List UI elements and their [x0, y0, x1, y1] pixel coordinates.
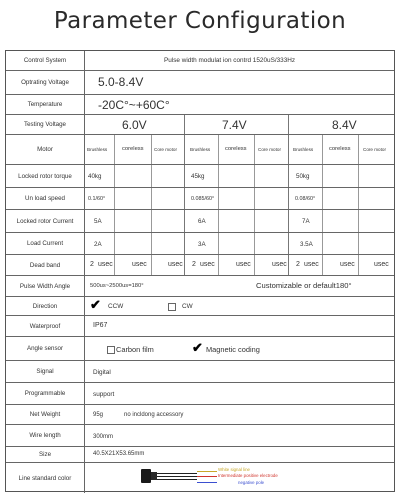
- locked-rotor-torque-label: Locked rotor torque: [6, 165, 85, 187]
- wire-length-label: Wire length: [6, 425, 85, 446]
- load-current-label: Load Current: [6, 233, 85, 254]
- locked-rotor-current-label: Locked rotor Current: [6, 210, 85, 232]
- motor-type-core-motor: Core motor: [154, 147, 177, 152]
- line-color-label: Line standard color: [6, 463, 85, 493]
- row-programmable: [6, 383, 394, 405]
- signal-value: Digital: [93, 369, 111, 376]
- testing-voltage-7v4: 7.4V: [222, 118, 247, 132]
- pulse-width-angle-note: Customizable or default180°: [256, 281, 352, 290]
- wire-negative-label: negative pole: [238, 480, 265, 485]
- torque-8v4: 50kg: [296, 173, 310, 180]
- connector-plug: [141, 469, 151, 483]
- row-operating-voltage: [6, 71, 394, 95]
- load-current-7v4: 3A: [198, 241, 206, 248]
- speed-6v: 0.1/60°: [88, 196, 106, 202]
- testing-voltage-6v: 6.0V: [122, 118, 147, 132]
- ccw-option-label: CCW: [108, 303, 124, 310]
- speed-7v4: 0.085/60°: [191, 196, 215, 202]
- locked-current-7v4: 6A: [198, 218, 206, 225]
- net-weight-value: 95g: [93, 412, 104, 418]
- pulse-width-angle-value: 500us~2500us=180°: [90, 283, 144, 289]
- temperature-value: -20C°~+60C°: [98, 98, 170, 112]
- row-angle-sensor: [6, 337, 394, 361]
- pulse-width-angle-label: Pulse Width Angle: [6, 276, 85, 296]
- motor-type-core-motor-3: Core motor: [363, 147, 386, 152]
- dead-band-8v4-unit-3: usec: [374, 261, 389, 268]
- cw-option-label: CW: [182, 303, 193, 310]
- locked-current-8v4: 7A: [302, 218, 310, 225]
- row-unload-speed: [6, 188, 394, 210]
- motor-type-brushless-3: Brushless: [293, 147, 314, 152]
- angle-sensor-label: Angle sensor: [6, 337, 85, 360]
- dead-band-7v4-value: 2: [192, 261, 196, 268]
- motor-type-coreless-2: coreless: [225, 146, 247, 152]
- programmable-label: Programmable: [6, 383, 85, 404]
- row-dead-band: [6, 255, 394, 276]
- motor-type-coreless-3: coreless: [329, 146, 351, 152]
- row-wire-length: [6, 425, 394, 447]
- dead-band-6v-value: 2: [90, 261, 94, 268]
- parameter-table: [5, 50, 395, 492]
- operating-voltage-label: Optrating Voltage: [6, 71, 85, 94]
- carbon-film-label: Carbon film: [116, 345, 154, 354]
- row-net-weight: [6, 405, 394, 425]
- dead-band-7v4-unit: usec: [200, 261, 215, 268]
- dead-band-6v-unit-3: usec: [168, 261, 183, 268]
- motor-type-core-motor-2: Core motor: [258, 147, 281, 152]
- signal-label: Signal: [6, 361, 85, 382]
- row-line-standard-color: [6, 463, 394, 493]
- net-weight-note: no incldong accessory: [124, 412, 184, 418]
- magnetic-coding-label: Magnetic coding: [206, 345, 260, 354]
- dead-band-6v-unit-2: usec: [132, 261, 147, 268]
- row-locked-rotor-torque: [6, 165, 394, 188]
- dead-band-7v4-unit-3: usec: [272, 261, 287, 268]
- dead-band-8v4-value: 2: [296, 261, 300, 268]
- dead-band-label: Dead band: [6, 255, 85, 275]
- row-load-current: [6, 233, 394, 255]
- net-weight-label: Net Weight: [6, 405, 85, 424]
- direction-label: Direction: [6, 297, 85, 315]
- wire-length-value: 300mm: [93, 434, 114, 440]
- carbon-film-checkbox[interactable]: [107, 346, 115, 354]
- control-system-label: Control System: [6, 51, 85, 70]
- motor-type-brushless: Brushless: [87, 147, 108, 152]
- speed-8v4: 0.08/60°: [295, 196, 316, 202]
- dead-band-8v4-unit-2: usec: [340, 261, 355, 268]
- torque-6v: 40kg: [88, 173, 102, 180]
- motor-grid: [84, 135, 394, 164]
- row-size: [6, 447, 394, 463]
- unload-speed-label: Un load speed: [6, 188, 85, 209]
- dead-band-7v4-unit-2: usec: [236, 261, 251, 268]
- dead-band-6v-unit: usec: [98, 261, 113, 268]
- row-locked-rotor-current: [6, 210, 394, 233]
- row-direction: [6, 297, 394, 316]
- programmable-value: support: [93, 391, 115, 398]
- testing-voltage-8v4: 8.4V: [332, 118, 357, 132]
- row-testing-voltage: [6, 115, 394, 135]
- row-signal: [6, 361, 394, 383]
- temperature-label: Temperature: [6, 95, 85, 114]
- wire-signal-label: White signal line: [218, 467, 250, 472]
- waterproof-label: Waterproof: [6, 316, 85, 336]
- motor-label: Motor: [6, 135, 85, 164]
- size-value: 40.5X21X53.65mm: [93, 451, 145, 457]
- load-current-6v: 2A: [94, 241, 102, 248]
- row-control-system: [6, 51, 394, 71]
- cw-checkbox[interactable]: [168, 303, 176, 311]
- waterproof-value: IP67: [93, 322, 108, 329]
- row-pulse-width-angle: [6, 276, 394, 297]
- row-temperature: [6, 95, 394, 115]
- load-current-8v4: 3.5A: [300, 241, 313, 248]
- dead-band-8v4-unit: usec: [304, 261, 319, 268]
- row-motor: [6, 135, 394, 165]
- wire-diagram: [84, 463, 394, 493]
- ccw-check-icon[interactable]: ✔: [90, 297, 101, 312]
- torque-7v4: 45kg: [191, 173, 205, 180]
- magnetic-coding-check-icon[interactable]: ✔: [192, 340, 203, 355]
- motor-type-brushless-2: Brushless: [190, 147, 211, 152]
- row-waterproof: [6, 316, 394, 337]
- testing-voltage-label: Testing Voltage: [6, 115, 85, 134]
- motor-type-coreless: coreless: [122, 146, 144, 152]
- locked-current-6v: 5A: [94, 218, 102, 225]
- wire-positive-label: Intermediate positive electrode: [218, 473, 278, 478]
- control-system-value: Pulse width modulat ion contrd 1520uS/333Hz: [164, 57, 296, 64]
- size-label: Size: [6, 447, 85, 462]
- page-title: Parameter Configuration: [53, 8, 347, 34]
- operating-voltage-value: 5.0-8.4V: [98, 75, 144, 89]
